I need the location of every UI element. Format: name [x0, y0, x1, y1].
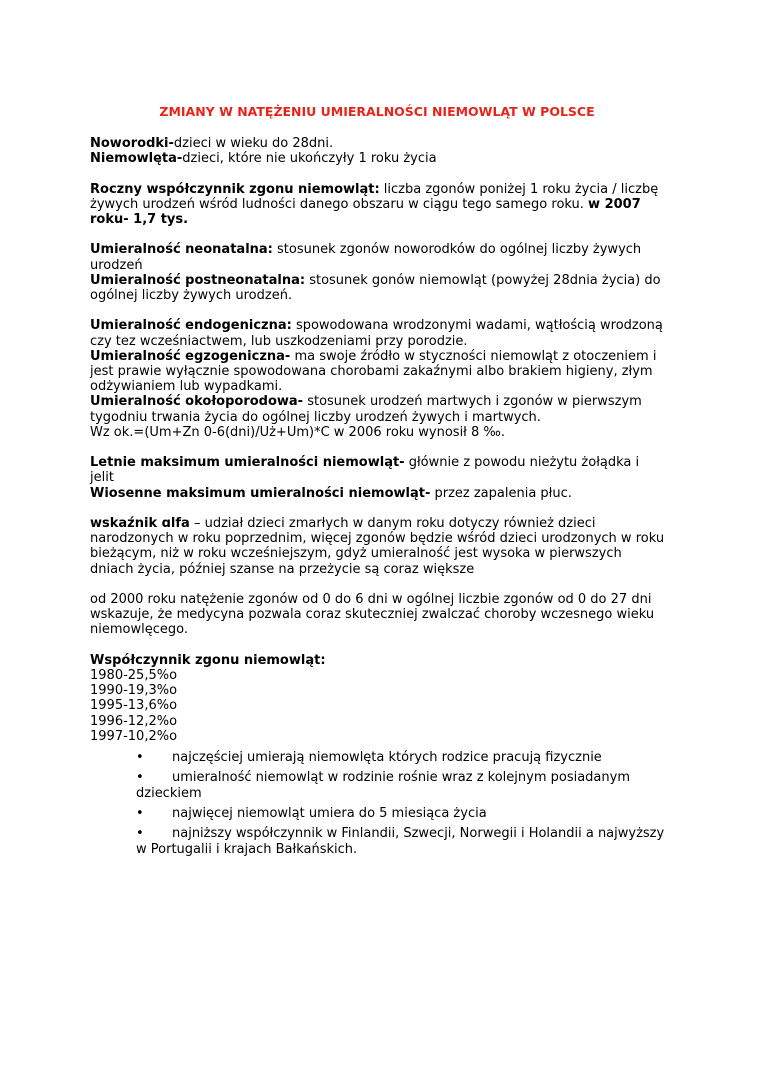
year-entry: 1997-10,2%o — [90, 728, 178, 744]
paragraph-text: głównie z powodu nieżytu żołądka i jelit — [90, 455, 640, 486]
list-item-text: najczęściej umierają niemowlęta których rodzice pracują fizycznie — [172, 750, 602, 766]
bullet-list — [136, 750, 665, 858]
term: wskaźnik ɑlfa — [90, 516, 190, 531]
year-entry: 1996-12,2%o — [90, 713, 178, 729]
term: Letnie maksimum umieralności niemowląt- — [90, 455, 405, 471]
bullet-icon: • — [136, 806, 144, 822]
term: Noworodki- — [90, 136, 174, 151]
paragraph-text: – udział dzieci zmarłych w danym roku dotyczy również dzieci narodzonych w roku poprzednim, więcej zgonów będzie wśród dzieci urodzonych w roku bieżącym, niż w roku wcześniejszym, gdyż umieralność jest wysoka w pierwszych dniach życia, później szanse na przeżycie są coraz większe — [90, 516, 665, 577]
term: Wiosenne maksimum umieralności niemowląt- — [90, 485, 431, 501]
list-item — [90, 770, 665, 802]
list-item — [90, 826, 665, 858]
document-page — [90, 104, 665, 862]
paragraph-wiosenne — [90, 486, 665, 501]
term: Umieralność endogeniczna: — [90, 318, 292, 334]
list-item-text: umieralność niemowląt w rodzinie rośnie wraz z kolejnym posiadanym dzieckiem — [136, 770, 630, 802]
paragraph-roczny — [90, 182, 665, 228]
paragraph-endogeniczna — [90, 318, 665, 348]
heading-text: Współczynnik zgonu niemowląt: — [90, 652, 326, 668]
paragraph-alfa — [90, 516, 665, 577]
year-entry: 1980-25,5%o — [90, 668, 178, 683]
bullet-icon: • — [136, 770, 144, 786]
definition-text: dzieci, które nie ukończyły 1 roku życia — [182, 151, 437, 167]
definition-text: dzieci w wieku do 28dni. — [173, 136, 334, 151]
bullet-icon: • — [136, 750, 144, 766]
list-item-text: najwięcej niemowląt umiera do 5 miesiąca życia — [172, 806, 487, 822]
paragraph-text: spowodowana wrodzonymi wadami, wątłością wrodzoną czy tez wcześniactwem, lub uszkodzeniami przy porodzie. — [90, 318, 663, 349]
definition-noworodki — [90, 136, 665, 151]
page-title: ZMIANY W NATĘŻENIU UMIERALNOŚCI NIEMOWLĄT W POLSCE — [159, 104, 595, 119]
term: Umieralność okołoporodowa- — [90, 394, 304, 410]
list-item — [136, 806, 665, 822]
paragraph-text: przez zapalenia płuc. — [430, 485, 572, 501]
paragraph-text: ma swoje źródło w styczności niemowląt z otoczeniem i jest prawie wyłącznie spowodowana chorobami zakaźnymi albo brakiem higieny, złym odżywianiem lub wypadkami. — [90, 348, 657, 395]
list-item — [136, 750, 665, 766]
paragraph-egzogeniczna — [90, 349, 665, 395]
year-entry: 1995-13,6%o — [90, 698, 178, 714]
term: Umieralność neonatalna: — [90, 242, 273, 258]
term: Niemowlęta- — [90, 151, 183, 167]
term: Umieralność egzogeniczna- — [90, 348, 291, 364]
section-heading — [90, 653, 665, 668]
paragraph-neonatalna — [90, 242, 665, 272]
paragraph-letnie — [90, 455, 665, 485]
paragraph-text: liczba zgonów poniżej 1 roku życia / liczbę żywych urodzeń wśród ludności danego obszaru w ciągu tego samego roku. — [90, 181, 659, 212]
paragraph-text: stosunek gonów niemowląt (powyżej 28dnia życia) do ogólnej liczby żywych urodzeń. — [90, 272, 661, 303]
paragraph-text: stosunek zgonów noworodków do ogólnej liczby żywych urodzeń — [90, 242, 642, 273]
term: Umieralność postneonatalna: — [90, 272, 306, 288]
paragraph-text: stosunek urodzeń martwych i zgonów w pierwszym tygodniu trwania życia do ogólnej liczby urodzeń żywych i martwych. — [90, 394, 642, 425]
bold-note: w 2007 roku- 1,7 tys. — [90, 196, 641, 227]
paragraph-okoloporodowa — [90, 394, 665, 424]
paragraph-postneonatalna — [90, 273, 665, 303]
formula: Wz ok.=(Um+Zn 0-6(dni)/Uż+Um)*C w 2006 roku wynosił 8 ‰. — [90, 424, 505, 440]
term: Roczny współczynnik zgonu niemowląt: — [90, 181, 380, 197]
list-item-text: najniższy współczynnik w Finlandii, Szwecji, Norwegii i Holandii a najwyższy w Portugalii i krajach Bałkańskich. — [136, 826, 665, 858]
year-entry: 1990-19,3%o — [90, 683, 178, 699]
bullet-icon: • — [136, 826, 144, 842]
definition-niemowleta — [90, 151, 665, 166]
paragraph-od2000: od 2000 roku natężenie zgonów od 0 do 6 dni w ogólnej liczbie zgonów od 0 do 27 dni wskazuje, że medycyna pozwala coraz skuteczniej zwalczać choroby wczesnego wieku niemowlęcego. — [90, 592, 655, 638]
